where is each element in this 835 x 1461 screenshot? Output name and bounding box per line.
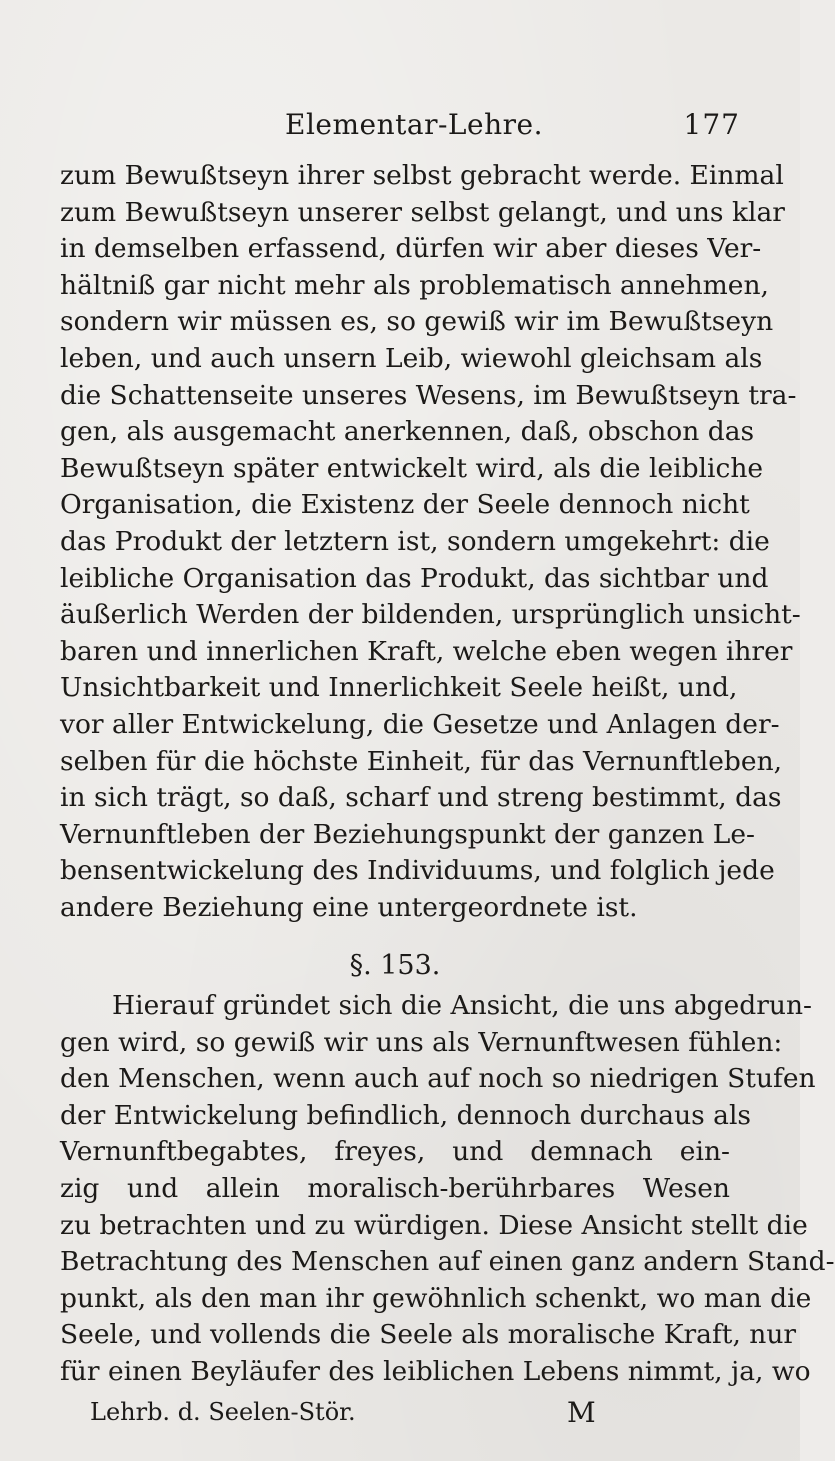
- footer-book-title: Lehrb. d. Seelen-Stör.: [90, 1398, 356, 1426]
- signature-mark: M: [567, 1396, 596, 1429]
- paragraph-continuation: [60, 158, 801, 926]
- page-footer: [60, 1398, 730, 1438]
- text-line: selben für die höchste Einheit, für das Vernunftleben,: [60, 745, 783, 777]
- text-line: äußerlich Werden der bildenden, ursprünglich unsicht-: [60, 599, 801, 631]
- text-line: für einen Beyläufer des leiblichen Lebens nimmt, ja, wo: [60, 1355, 811, 1387]
- text-line: leibliche Organisation das Produkt, das sichtbar und: [60, 562, 769, 594]
- text-line: in demselben erfassend, dürfen wir aber dieses Ver-: [60, 233, 762, 265]
- text-line: Hierauf gründet sich die Ansicht, die uns abgedrun-: [112, 990, 812, 1021]
- text-line: punkt, als den man ihr gewöhnlich schenkt, wo man die: [60, 1282, 812, 1314]
- text-line: Bewußtseyn später entwickelt wird, als die leibliche: [60, 452, 764, 484]
- text-line: vor aller Entwickelung, die Gesetze und Anlagen der-: [60, 708, 780, 740]
- text-line: Organisation, die Existenz der Seele dennoch nicht: [60, 489, 750, 521]
- text-line: den Menschen, wenn auch auf noch so niedrigen Stufen: [60, 1063, 816, 1095]
- running-title: Elementar-Lehre.: [285, 108, 543, 141]
- page-number: 177: [683, 108, 740, 141]
- text-line: zig und allein moralisch-berührbares Wesen: [60, 1172, 730, 1204]
- text-line: bensentwickelung des Individuums, und folglich jede: [60, 855, 775, 887]
- text-line: zum Bewußtseyn unserer selbst gelangt, und uns klar: [60, 196, 785, 228]
- text-line: leben, und auch unsern Leib, wiewohl gleichsam als: [60, 342, 763, 374]
- text-line: zu betrachten und zu würdigen. Diese Ansicht stellt die: [60, 1209, 808, 1241]
- text-line: Vernunftbegabtes, freyes, und demnach ein-: [60, 1136, 730, 1168]
- page-header: [60, 108, 740, 148]
- text-line: Unsichtbarkeit und Innerlichkeit Seele heißt, und,: [60, 672, 738, 704]
- text-line: der Entwickelung befindlich, dennoch durchaus als: [60, 1099, 752, 1131]
- text-line: baren und innerlichen Kraft, welche eben wegen ihrer: [60, 635, 793, 667]
- text-line: Vernunftleben der Beziehungspunkt der ganzen Le-: [60, 818, 755, 850]
- text-line: zum Bewußtseyn ihrer selbst gebracht werde. Einmal: [60, 160, 784, 191]
- paragraph-section-153: [60, 988, 835, 1391]
- text-line: andere Beziehung eine untergeordnete ist.: [60, 891, 638, 923]
- text-line: gen, als ausgemacht anerkennen, daß, obschon das: [60, 416, 755, 448]
- text-line: die Schattenseite unseres Wesens, im Bewußtseyn tra-: [60, 379, 797, 411]
- text-line: Seele, und vollends die Seele als moralische Kraft, nur: [60, 1319, 797, 1351]
- text-line: das Produkt der letztern ist, sondern umgekehrt: die: [60, 525, 770, 557]
- text-line: sondern wir müssen es, so gewiß wir im Bewußtseyn: [60, 306, 774, 338]
- text-line: hältniß gar nicht mehr als problematisch annehmen,: [60, 269, 769, 301]
- text-line: in sich trägt, so daß, scharf und streng bestimmt, das: [60, 782, 782, 814]
- section-heading: §. 153.: [349, 950, 441, 981]
- text-line: Betrachtung des Menschen auf einen ganz andern Stand-: [60, 1246, 835, 1278]
- text-line: gen wird, so gewiß wir uns als Vernunftwesen fühlen:: [60, 1026, 783, 1058]
